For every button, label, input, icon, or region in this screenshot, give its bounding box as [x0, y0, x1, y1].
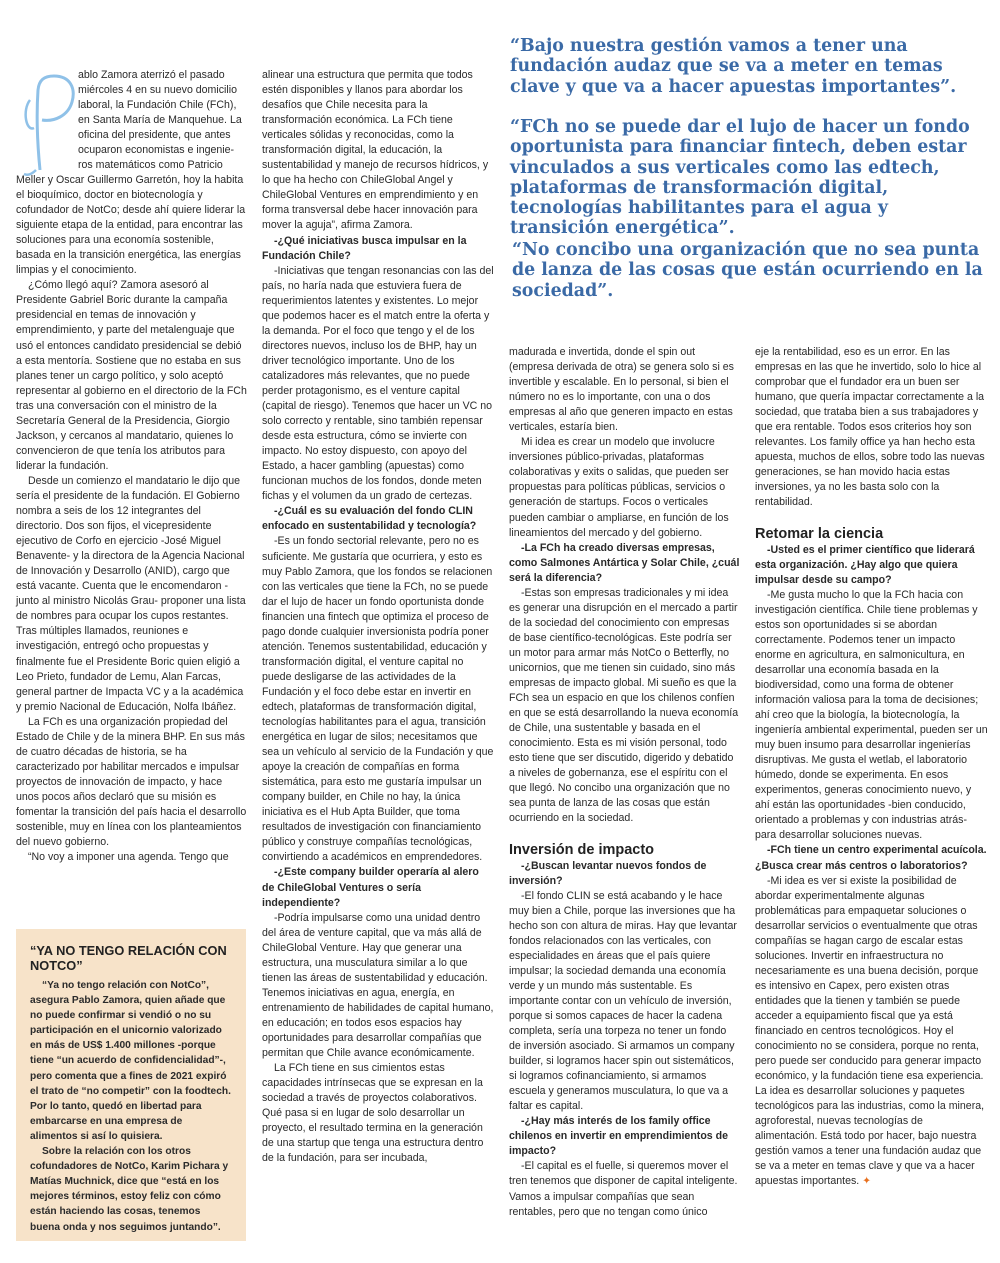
paragraph: “No voy a imponer una agenda. Tengo que: [28, 851, 229, 864]
intro-line: en Santa María de Manquehue. La: [78, 114, 242, 127]
interview-answer: -Es un fondo sectorial relevante, pero no es suficiente. Me gustaría que ocurriera, y esto es muy Pablo Zamora, que los fondos se relacionen con las verticales que tiene la FCh, no se puede dar el lujo de hacer un fondo oportunista donde financien una fintech que optimiza el proceso de pago donde cualquier inversionista podría poner atención. Tenemos sustentabilidad, educación y transformación digital, el venture capital no puede desligarse de las actividades de la Fundación y el foco debe estar en invertir en edtech, plataformas de transformación digital, tecnologías habilitantes para el agua, transición energética en lugar de silos; necesitamos que sea un vehículo al servicio de la Fundación y que apoye la creación de compañías en forma sistemática, para esto me gustaría impulsar un company builder, en Chile no hay, la única iniciativa es el Hub Apta Builder, que toma resultados de investigación con financiamiento público y construye compañías tecnológicas, convirtiendo a académicos en emprendedores.: [262, 535, 494, 864]
subheading-retomar-la-ciencia: Retomar la ciencia: [755, 525, 884, 542]
interview-question: -¿Cuál es su evaluación del fondo CLIN enfocado en sustentabilidad y tecnología?: [262, 505, 477, 533]
dropcap-p-icon: [12, 70, 78, 178]
paragraph: eje la rentabilidad, eso es un error. En las empresas en las que he invertido, solo lo hice al comprobar que el fundador era un buen ser humano, que quería impactar correctamente a la sociedad, que trataba bien a sus trabajadores y que era rentable. Todos esos criterios hoy son relevantes. Los family office ya han hecho esta apuesta, muchos de ellos, sobre todo las nuevas generaciones, se han movido hacia estas inversiones, ya no les basta solo con la rentabilidad.: [755, 346, 985, 509]
column-2: [262, 68, 494, 1166]
column-3: [509, 345, 741, 1220]
interview-question: -Usted es el primer científico que liderará esta organización. ¿Hay algo que quiera impulsar desde su campo?: [755, 543, 975, 586]
column-1: [16, 173, 248, 865]
interview-answer: -Podría impulsarse como una unidad dentro del área de venture capital, que va más allá de ChileGlobal Venture. Hay que generar una estructura, una musculatura similar a lo que tienen las áreas de sustentabilidad y educación. Tenemos iniciativas en agua, energía, en entrenamiento de habilidades de capital humano, en educación; en todos esos espacios hay oportunidades para desarrollar compañías que permitan que Chile avance económicamente.: [262, 911, 494, 1060]
pull-quote-2: “FCh no se puede dar el lujo de hacer un fondo oportunista para financiar fintech, deben estar vinculados a sus verticales como las edtech, plataformas de transformación digital, tecnologías habilitantes para el agua y transición energética”.: [510, 117, 970, 239]
intro-line: ros matemáticos como Patricio: [78, 159, 223, 172]
sidebar-paragraph: Sobre la relación con los otros cofundadores de NotCo, Karim Pichara y Matías Muchnick, dice que “está en los mejores términos, estoy feliz con cómo están haciendo las cosas, tenemos buena onda y nos seguimos juntando”.: [30, 1146, 229, 1233]
interview-question: -¿Este company builder operaría al alero de ChileGlobal Ventures o sería independiente?: [262, 866, 479, 909]
intro-line: ocuparon economistas e ingenie-: [78, 144, 235, 157]
interview-answer: [755, 874, 988, 1190]
interview-question: -La FCh ha creado diversas empresas, como Salmones Antártica y Solar Chile, ¿cuál será la diferencia?: [509, 541, 740, 584]
answer-text: -Mi idea es ver si existe la posibilidad de abordar experimentalmente algunas problemáticas para empaquetar soluciones o desarrollar servicios o eventualmente que otras compañías se hagan cargo de escalar estas soluciones. Invertir en infraestructura no necesariamente es una buena decisión, porque es intensivo en Capex, pero existen otras entidades que la tienen y también se puede acceder a equipamiento fiscal que ya está financiado en centros tecnológicos. Hoy el conocimiento no se considera, porque no renta, pero puede ser conducido para generar impacto económico, y la fundación tiene esa experiencia. La idea es desarrollar soluciones y paquetes tecnológicos para las industrias, como la minera, agroforestal, nuevas tecnologías de alimentación. Está todo por hacer, bajo nuestra gestión vamos a tener una fundación audaz que se va a meter en temas clave y que va a hacer apuestas importantes.: [755, 874, 985, 1188]
intro-line: ablo Zamora aterrizó el pasado: [78, 69, 225, 81]
paragraph: madurada e invertida, donde el spin out (empresa derivada de otra) se genera solo si es invertible y escalable. En lo personal, si bien el número no es lo importante, con una o dos empresas al año que generen impacto en estas verticales, estaría bien.: [509, 346, 734, 434]
paragraph: La FCh tiene en sus cimientos estas capacidades intrínsecas que se expresan en la sociedad a través de proyectos colaborativos. Qué pasa si en lugar de solo desarrollar un proyecto, el resultado termina en la generación de una startup que tenga una estructura dentro de la fundación, para ser incubada,: [262, 1062, 484, 1165]
pull-quote-3: “No concibo una organización que no sea punta de lanza de las cosas que están ocurriendo en la sociedad”.: [512, 240, 983, 301]
interview-question: -¿Buscan levantar nuevos fondos de inversión?: [509, 859, 707, 887]
sidebar-paragraph: “Ya no tengo relación con NotCo”, asegura Pablo Zamora, quien añade que no puede confirmar si vendió o no su participación en el unicornio valorizado en más de US$ 1.400 millones -porque tiene “un acuerdo de confidencialidad”-, pero comenta que a fines de 2021 expiró el trato de “no competir” con la foodtech. Por lo tanto, quedó en libertad para embarcarse en una empresa de alimentos si así lo quisiera.: [30, 980, 231, 1142]
interview-answer: -El capital es el fuelle, si queremos mover el tren tenemos que disponer de capital inteligente. Vamos a impulsar compañías que sean rentables, pero que no tengan como único: [509, 1160, 738, 1218]
intro-line: miércoles 4 en su nuevo domicilio: [78, 84, 237, 97]
subheading-inversion-de-impacto: Inversión de impacto: [509, 841, 655, 858]
interview-question: -¿Qué iniciativas busca impulsar en la Fundación Chile?: [262, 234, 467, 262]
paragraph: ¿Cómo llegó aquí? Zamora asesoró al Presidente Gabriel Boric durante la campaña presidencial en temas de innovación y emprendimiento, y parte del metalenguaje que usó el entonces candidato presidencial se debió a esta mentoría. Sostiene que no estaba en sus planes tener un cargo político, y solo aceptó representar al gobierno en el directorio de la FCh tras una conversación con el ministro de la Secretaría General de la Presidencia, Giorgio Jackson, y cercanos al mandatario, quienes lo convencieron de que tenía los atributos para liderar la fundación.: [16, 279, 247, 472]
paragraph: alinear una estructura que permita que todos estén disponibles y llanos para abordar los desafíos que Chile necesita para la transformación económica. La FCh tiene verticales sólidas y reconocidas, como la transformación digital, la educación, la sustentabilidad y manejo de recursos hídricos, y lo que ha hecho con ChileGlobal Angel y ChileGlobal Ventures en emprendimiento y en forma transversal debe hacer innovación para mover la aguja”, afirma Zamora.: [262, 69, 489, 232]
column-4: [755, 345, 988, 1190]
intro-line: oficina del presidente, que antes: [78, 129, 231, 142]
paragraph: Desde un comienzo el mandatario le dijo que sería el presidente de la fundación. El Gobierno nombra a seis de los 12 integrantes del directorio. Dos son fijos, el vicepresidente ejecutivo de Corfo en ejercicio -José Miguel Benavente- y la directora de la Agencia Nacional de Innovación y Desarrollo (ANID), cargo que está vacante. Cuenta que le encomendaron -junto al ministro Nicolás Grau- proponer una lista de nombres para ocupar los cupos restantes. Tras múltiples llamados, reuniones e investigación, entregó ocho propuestas y finalmente fue el Presidente Boric quien eligió a Leo Prieto, fundador de Lemu, Alan Farcas, general partner de Impacta VC y a la académica y premio Nacional de Educación, Nolfa Ibáñez.: [16, 474, 246, 713]
pull-quote-1: “Bajo nuestra gestión vamos a tener una fundación audaz que se va a meter en temas clave y que va a hacer apuestas importantes”.: [510, 36, 957, 97]
sidebar-box: [16, 929, 246, 1241]
column-1-intro: [78, 68, 248, 173]
interview-question: -FCh tiene un centro experimental acuícola. ¿Busca crear más centros o laboratorios?: [755, 844, 987, 872]
interview-answer: -Estas son empresas tradicionales y mi idea es generar una disrupción en el mercado a partir de la sociedad del conocimiento con empresas de base científico-tecnológicas. Este podría ser un motor para armar más NotCo o Betterfly, no unicornios, que me tienen sin cuidado, sino más empresas de impacto global. Mi sueño es que la FCh sea un espacio en que los chilenos confíen en que se está desarrollando la nueva economía de Chile, una sustentable y basada en el conocimiento. Esta es mi visión personal, todo esto tiene que ser discutido, digerido y debatido a niveles de gobernanza, ese el espíritu con el que llegó. No concibo una organización que no sea punta de lanza de las cosas que están ocurriendo en la sociedad.: [509, 586, 739, 825]
interview-answer: -Me gusta mucho lo que la FCh hacia con investigación científica. Chile tiene problemas y estos son oportunidades si se abordan correctamente. Podemos tener un impacto enorme en agricultura, en salmonicultura, en desarrollar una economía basada en la biodiversidad, como una forma de obtener información valiosa para la toma de decisiones; ahí creo que la biología, la biotecnología, la ingeniería ambiental experimental, pueden ser un muy buen insumo para desarrollar ingenierías disruptivas. Me gusta el wetlab, el laboratorio húmedo, donde se experimenta. En esos experimentos, generas conocimiento nuevo, y ahí están las oportunidades -bien conducido, orientado a problemas y con industrias atrás- para desarrollar soluciones nuevas.: [755, 588, 988, 842]
interview-answer: -El fondo CLIN se está acabando y le hace muy bien a Chile, porque las inversiones que ha hecho son con altura de miras. Hay que levantar fondos relacionados con las verticales, con especialidades en áreas que el país quiere impulsar; la sociedad demanda una economía verde y un mundo más sustentable. Es importante contar con un vehículo de inversión, porque si somos capaces de hacer la cadena completa, sería una torpeza no tener un fondo de inversión asociado. Si armamos un company builder, si logramos hacer spin out sistemáticos, si logramos cofinanciamiento, si armamos escuela y generamos musculatura, lo que va a faltar es capital.: [509, 889, 737, 1113]
end-mark-icon: ✦: [862, 1175, 872, 1188]
paragraph: La FCh es una organización propiedad del Estado de Chile y de la minera BHP. En sus más de cuatro décadas de historia, se ha caracterizado por habilitar mercados e impulsar proyectos de innovación de impacto, y hace unos pocos años declaró que su misión es fomentar la transición del país hacia el desarrollo sostenible, muy en línea con los planteamientos del nuevo gobierno.: [16, 715, 247, 849]
intro-line: laboral, la Fundación Chile (FCh),: [78, 99, 237, 112]
sidebar-title: “YA NO TENGO RELACIÓN CON NOTCO”: [30, 943, 227, 973]
interview-question: -¿Hay más interés de los family office chilenos en invertir en emprendimientos de impacto?: [509, 1115, 728, 1158]
paragraph: Meller y Oscar Guillermo Garretón, hoy la habita el bioquímico, doctor en biotecnología y cofundador de NotCo; desde ahí quiere liderar la siguiente etapa de la entidad, para encontrar las soluciones para una economía sostenible, basada en la transición energética, las energías limpias y el conocimiento.: [16, 174, 246, 277]
paragraph: Mi idea es crear un modelo que involucre inversiones público-privadas, plataformas colaborativas y exits o salidas, que pueden ser propuestas para políticas públicas, servicios o generación de startups. Focos o verticales pueden cambiar o ampliarse, en función de los lineamientos del mercado y del gobierno.: [509, 436, 729, 539]
interview-answer: -Iniciativas que tengan resonancias con las del país, no haría nada que estuviera fuera de requerimientos latentes y existentes. Lo mejor que podemos hacer es el match entre la oferta y la demanda. Por el foco que tengo y el de los directores nuevos, incluso los de BHP, hay un driver tecnológico importante. Uno de los catalizadores más relevantes, que no puede perder protagonismo, es el venture capital (capital de riesgo). Tenemos que hacer un VC no solo correcto y rentable, sino también repensar desde esta estructura, cómo se invierte con impacto. No estoy dispuesto, con apoyo del Estado, a hacer gambling (apuestas) como funcionan muchos de los fondos, donde meten fichas y el volumen da un grado de certezas.: [262, 264, 494, 503]
